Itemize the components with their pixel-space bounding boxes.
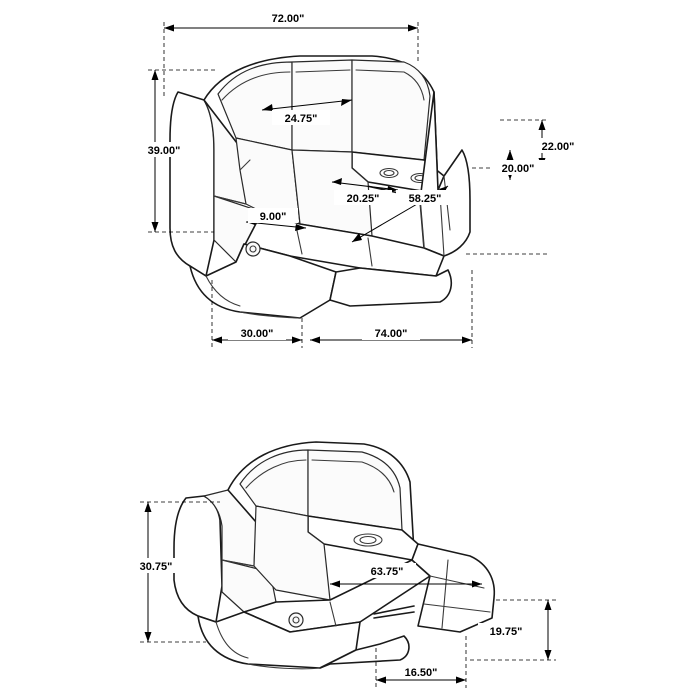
- sofa-seat-depth-label: 20.25": [346, 193, 380, 205]
- recliner-power-button: [289, 613, 303, 627]
- sofa-height-arrow-bottom: [152, 222, 159, 232]
- recliner-footrest-arrow-bottom: [545, 650, 552, 660]
- sofa-base-left-arrow-2: [292, 337, 302, 344]
- recliner-base-arrow-right: [456, 677, 466, 684]
- sofa-illustration: [170, 56, 470, 318]
- sofa-seat-height-arrow-top: [507, 150, 514, 160]
- sofa-console-height-label: 22.00": [541, 141, 575, 153]
- recliner-depth-arrow-left: [330, 581, 340, 588]
- recliner-base-arrow-left: [376, 677, 386, 684]
- sofa-width-arrow-left: [164, 25, 174, 32]
- sofa-base-right-arrow-1: [310, 337, 320, 344]
- sofa-overall-height-label: 39.00": [147, 145, 181, 157]
- sofa-console-arrow-top: [539, 120, 546, 130]
- sofa-seat-width-label: 58.25": [408, 193, 442, 205]
- recliner-footrest-arrow-top: [545, 600, 552, 610]
- sofa-back-cushion-width-label: 24.75": [284, 113, 318, 125]
- sofa-left-outer-arm: [170, 92, 214, 276]
- recliner-height-arrow-bottom: [145, 632, 152, 642]
- sofa-height-arrow-top: [152, 70, 159, 80]
- recliner-height-arrow-top: [145, 502, 152, 512]
- sofa-overall-width-label: 72.00": [271, 13, 305, 25]
- recliner-footrest-height-label: 19.75": [489, 626, 523, 638]
- sofa-power-button: [246, 242, 260, 256]
- sofa-base-right-arrow-2: [462, 337, 472, 344]
- recliner-illustration: [174, 442, 494, 669]
- sofa-base-left-label: 30.00": [240, 328, 274, 340]
- sofa-width-arrow-right: [408, 25, 418, 32]
- recliner-extended-depth-label: 63.75": [370, 566, 404, 578]
- sofa-base-right-label: 74.00": [374, 328, 408, 340]
- sofa-base-left-arrow-1: [212, 337, 222, 344]
- sofa-seat-height-label: 20.00": [501, 163, 535, 175]
- sofa-back-cushion-right: [352, 60, 430, 160]
- recliner-base-width-label: 16.50": [404, 667, 438, 679]
- sofa-arm-width-label: 9.00": [259, 211, 287, 223]
- recliner-height-label: 30.75": [139, 561, 173, 573]
